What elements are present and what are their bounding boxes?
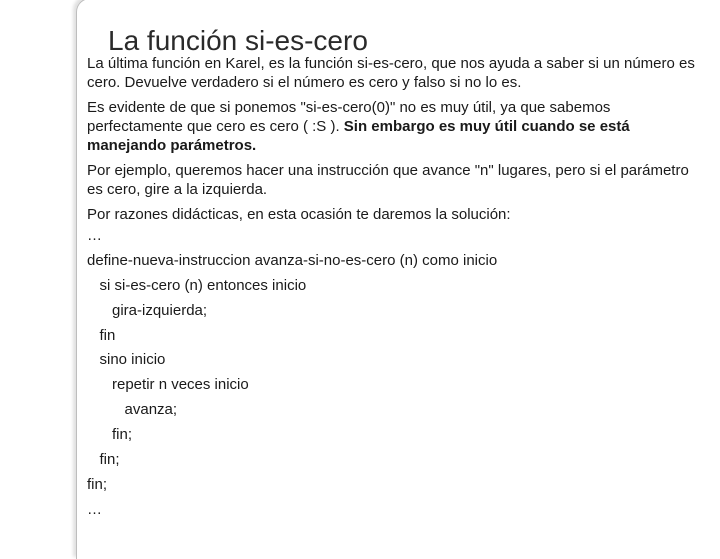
code-line: define-nueva-instruccion avanza-si-no-es-cero (n) como inicio — [87, 251, 498, 269]
slide-body — [87, 54, 697, 523]
code-line: fin; — [87, 475, 108, 493]
paragraph-text: Por ejemplo, queremos hacer una instrucción que avance "n" lugares, pero si el parámetro es cero, gire a la izquierda. — [87, 162, 689, 198]
paragraph-text: Es evidente de que si ponemos "si-es-cero(0)" no es muy útil, ya que sabemos perfectamente que cero es cero ( :S ). — [87, 99, 611, 135]
paragraph-text: La última función en Karel, es la función si-es-cero, que nos ayuda a saber si un número es cero. Devuelve verdadero si el número es cero y falso si no lo es. — [87, 55, 695, 91]
code-line: fin; — [87, 426, 133, 444]
paragraph-example — [87, 161, 697, 199]
paragraph-intro — [87, 54, 697, 92]
page-title: La función si-es-cero — [108, 24, 368, 56]
paragraph-solution-intro — [87, 205, 697, 224]
code-line: si si-es-cero (n) entonces inicio — [87, 276, 307, 294]
paragraph-bold-text: Sin embargo es muy útil cuando se está manejando parámetros. — [87, 118, 630, 154]
code-block — [87, 224, 697, 523]
code-line: … — [87, 500, 102, 518]
code-line: repetir n veces inicio — [87, 376, 249, 394]
code-line: … — [87, 227, 102, 244]
code-line: fin; — [87, 451, 120, 469]
code-line: sino inicio — [87, 351, 166, 369]
code-line: avanza; — [87, 401, 178, 419]
paragraph-parameters — [87, 98, 697, 155]
code-line: gira-izquierda; — [87, 301, 208, 319]
paragraph-text: Por razones didácticas, en esta ocasión te daremos la solución: — [87, 206, 511, 223]
code-line: fin — [87, 326, 116, 344]
